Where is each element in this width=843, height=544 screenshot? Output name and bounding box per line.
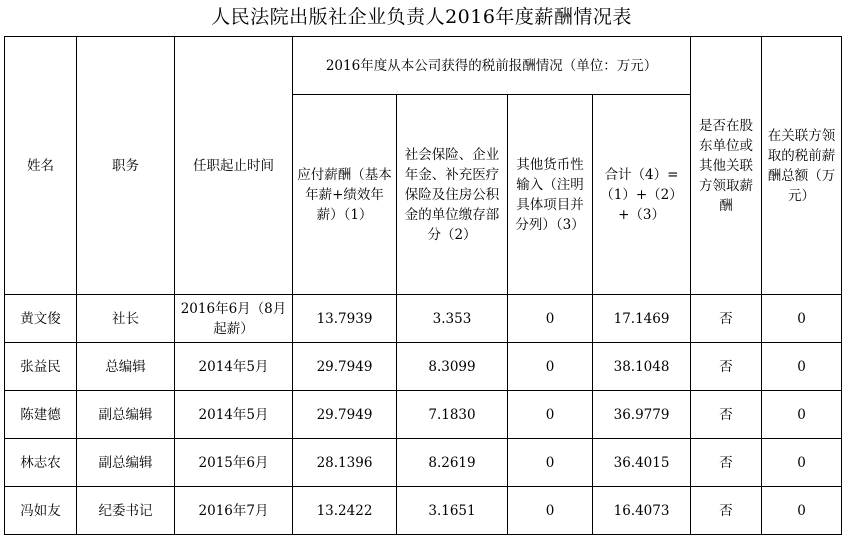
cell-name: 陈建德 bbox=[5, 391, 77, 439]
header-pay: 应付薪酬（基本年薪+绩效年薪）（1） bbox=[293, 95, 397, 295]
cell-other: 0 bbox=[508, 391, 593, 439]
cell-social: 7.1830 bbox=[397, 391, 508, 439]
cell-social: 8.2619 bbox=[397, 439, 508, 487]
cell-tenure: 2016年6月（8月起薪） bbox=[175, 295, 293, 343]
table-row bbox=[5, 295, 842, 343]
cell-total: 16.4073 bbox=[593, 487, 691, 535]
cell-tenure: 2016年7月 bbox=[175, 487, 293, 535]
salary-table bbox=[4, 36, 842, 535]
header-tenure: 任职起止时间 bbox=[175, 37, 293, 295]
header-other: 其他货币性输入（注明具体项目并分列）（3） bbox=[508, 95, 593, 295]
cell-pay: 13.2422 bbox=[293, 487, 397, 535]
cell-related-flag: 否 bbox=[691, 439, 762, 487]
cell-tenure: 2015年6月 bbox=[175, 439, 293, 487]
header-related-flag: 是否在股东单位或其他关联方领取薪酬 bbox=[691, 37, 762, 295]
cell-total: 36.9779 bbox=[593, 391, 691, 439]
header-position: 职务 bbox=[77, 37, 175, 295]
cell-name: 黄文俊 bbox=[5, 295, 77, 343]
cell-related-amount: 0 bbox=[762, 343, 842, 391]
table-title: 人民法院出版社企业负责人2016年度薪酬情况表 bbox=[211, 6, 632, 28]
cell-position: 纪委书记 bbox=[77, 487, 175, 535]
cell-other: 0 bbox=[508, 295, 593, 343]
cell-position: 社长 bbox=[77, 295, 175, 343]
cell-name: 冯如友 bbox=[5, 487, 77, 535]
header-group: 2016年度从本公司获得的税前报酬情况（单位：万元） bbox=[293, 37, 691, 95]
cell-pay: 29.7949 bbox=[293, 343, 397, 391]
cell-position: 总编辑 bbox=[77, 343, 175, 391]
cell-social: 3.353 bbox=[397, 295, 508, 343]
cell-related-amount: 0 bbox=[762, 391, 842, 439]
cell-social: 8.3099 bbox=[397, 343, 508, 391]
cell-pay: 29.7949 bbox=[293, 391, 397, 439]
cell-social: 3.1651 bbox=[397, 487, 508, 535]
table-row bbox=[5, 391, 842, 439]
cell-related-amount: 0 bbox=[762, 439, 842, 487]
cell-tenure: 2014年5月 bbox=[175, 391, 293, 439]
cell-position: 副总编辑 bbox=[77, 439, 175, 487]
cell-total: 38.1048 bbox=[593, 343, 691, 391]
cell-other: 0 bbox=[508, 439, 593, 487]
header-total: 合计（4）=（1）+（2）+（3） bbox=[593, 95, 691, 295]
cell-name: 张益民 bbox=[5, 343, 77, 391]
cell-position: 副总编辑 bbox=[77, 391, 175, 439]
cell-pay: 13.7939 bbox=[293, 295, 397, 343]
table-row bbox=[5, 487, 842, 535]
header-related-amount: 在关联方领取的税前薪酬总额（万元） bbox=[762, 37, 842, 295]
header-name: 姓名 bbox=[5, 37, 77, 295]
cell-pay: 28.1396 bbox=[293, 439, 397, 487]
table-row bbox=[5, 439, 842, 487]
table-row bbox=[5, 343, 842, 391]
cell-related-flag: 否 bbox=[691, 343, 762, 391]
cell-related-flag: 否 bbox=[691, 391, 762, 439]
cell-other: 0 bbox=[508, 487, 593, 535]
cell-related-amount: 0 bbox=[762, 487, 842, 535]
cell-other: 0 bbox=[508, 343, 593, 391]
header-social: 社会保险、企业年金、补充医疗保险及住房公积金的单位缴存部分（2） bbox=[397, 95, 508, 295]
cell-tenure: 2014年5月 bbox=[175, 343, 293, 391]
cell-total: 17.1469 bbox=[593, 295, 691, 343]
cell-name: 林志农 bbox=[5, 439, 77, 487]
cell-related-flag: 否 bbox=[691, 295, 762, 343]
cell-related-flag: 否 bbox=[691, 487, 762, 535]
cell-related-amount: 0 bbox=[762, 295, 842, 343]
cell-total: 36.4015 bbox=[593, 439, 691, 487]
